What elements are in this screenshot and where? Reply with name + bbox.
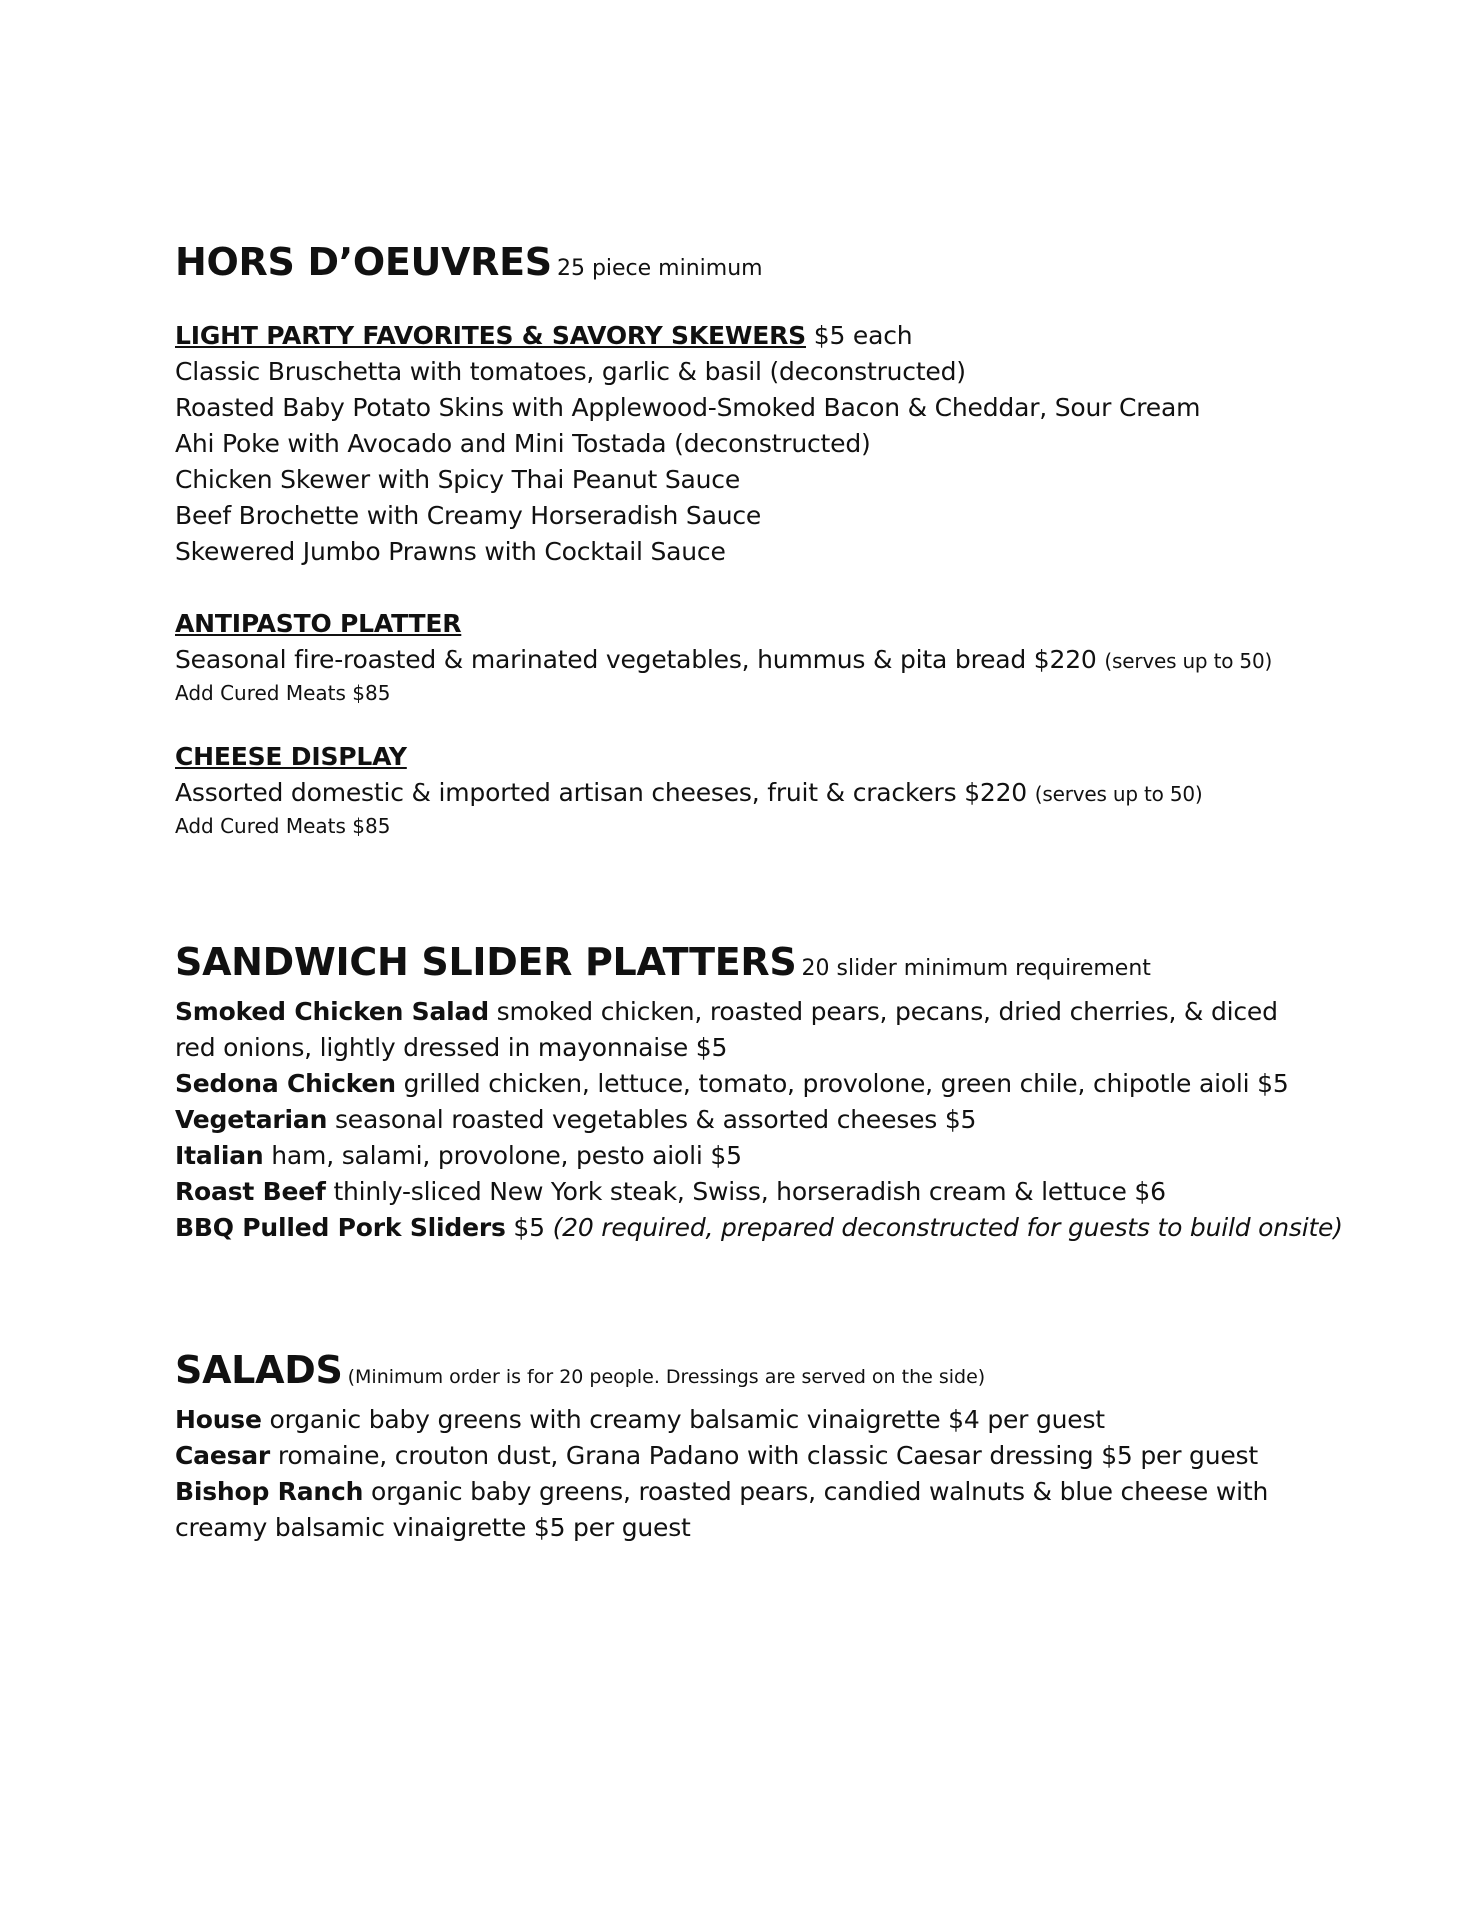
cheese-serves: (serves up to 50) — [1034, 782, 1203, 806]
slider-item — [175, 994, 1295, 1066]
slider-item-desc: thinly-sliced New York steak, Swiss, horseradish cream & lettuce $6 — [333, 1177, 1166, 1206]
list-item: Skewered Jumbo Prawns with Cocktail Sauce — [175, 537, 726, 566]
salad-item-desc: organic baby greens, roasted pears, candied walnuts & blue cheese with creamy balsamic vinaigrette $5 per guest — [175, 1477, 1269, 1542]
slider-item — [175, 1066, 1325, 1102]
light-favorites-price: $5 each — [813, 321, 913, 350]
salad-item-name: Bishop Ranch — [175, 1477, 364, 1506]
salad-item — [175, 1474, 1295, 1546]
cheese-desc-row — [175, 775, 1325, 812]
salad-item-desc: organic baby greens with creamy balsamic vinaigrette $4 per guest — [269, 1405, 1105, 1434]
cheese-addon: Add Cured Meats $85 — [175, 814, 391, 838]
salads-header — [175, 1346, 1325, 1402]
list-item: Roasted Baby Potato Skins with Applewood-Smoked Bacon & Cheddar, Sour Cream — [175, 393, 1201, 422]
slider-item-name: Smoked Chicken Salad — [175, 997, 489, 1026]
salads-note: (Minimum order is for 20 people. Dressings are served on the side) — [347, 1366, 986, 1388]
list-item: Classic Bruschetta with tomatoes, garlic & basil (deconstructed) — [175, 357, 966, 386]
salad-item-desc: romaine, crouton dust, Grana Padano with classic Caesar dressing $5 per guest — [277, 1441, 1258, 1470]
cheese-desc: Assorted domestic & imported artisan cheeses, fruit & crackers $220 — [175, 778, 1028, 807]
list-item: Beef Brochette with Creamy Horseradish Sauce — [175, 501, 762, 530]
antipasto-desc: Seasonal fire-roasted & marinated vegetables, hummus & pita bread $220 — [175, 645, 1097, 674]
sliders-note: 20 slider minimum requirement — [801, 956, 1151, 981]
antipasto-addon: Add Cured Meats $85 — [175, 681, 391, 705]
hors-title: HORS D’OEUVRES — [175, 240, 552, 284]
antipasto-heading: ANTIPASTO PLATTER — [175, 609, 462, 638]
slider-item — [175, 1102, 1325, 1138]
hors-header — [175, 238, 1325, 294]
sliders-header — [175, 938, 1325, 994]
slider-item-desc: smoked chicken, roasted pears, pecans, dried cherries, & diced red onions, lightly dressed in mayonnaise $5 — [175, 997, 1278, 1062]
light-favorites-heading-row — [175, 318, 1325, 354]
cheese-heading-row — [175, 739, 1325, 775]
list-item: Ahi Poke with Avocado and Mini Tostada (deconstructed) — [175, 429, 871, 458]
hors-note: 25 piece minimum — [556, 256, 763, 281]
salad-item — [175, 1402, 1325, 1438]
slider-item-name: Vegetarian — [175, 1105, 328, 1134]
slider-item-note: (20 required, prepared deconstructed for guests to build onsite) — [552, 1213, 1343, 1242]
slider-item-desc: ham, salami, provolone, pesto aioli $5 — [271, 1141, 742, 1170]
slider-item — [175, 1138, 1325, 1174]
antipasto-desc-row — [175, 642, 1325, 679]
slider-item-desc: seasonal roasted vegetables & assorted cheeses $5 — [334, 1105, 977, 1134]
slider-item — [175, 1210, 1343, 1246]
menu-page — [175, 238, 1343, 1546]
salad-item-name: House — [175, 1405, 262, 1434]
slider-item-desc: grilled chicken, lettuce, tomato, provolone, green chile, chipotle aioli $5 — [403, 1069, 1289, 1098]
light-favorites-heading: LIGHT PARTY FAVORITES & SAVORY SKEWERS — [175, 321, 806, 350]
antipasto-serves: (serves up to 50) — [1104, 649, 1273, 673]
list-item: Chicken Skewer with Spicy Thai Peanut Sauce — [175, 465, 741, 494]
slider-item-name: Italian — [175, 1141, 264, 1170]
slider-item-desc: $5 — [513, 1213, 545, 1242]
antipasto-heading-row — [175, 606, 1325, 642]
salad-item-name: Caesar — [175, 1441, 271, 1470]
salads-title: SALADS — [175, 1348, 343, 1392]
slider-item-name: BBQ Pulled Pork Sliders — [175, 1213, 506, 1242]
cheese-heading: CHEESE DISPLAY — [175, 742, 407, 771]
slider-item-name: Roast Beef — [175, 1177, 326, 1206]
slider-item — [175, 1174, 1325, 1210]
slider-item-name: Sedona Chicken — [175, 1069, 396, 1098]
salad-item — [175, 1438, 1325, 1474]
sliders-title: SANDWICH SLIDER PLATTERS — [175, 940, 797, 984]
